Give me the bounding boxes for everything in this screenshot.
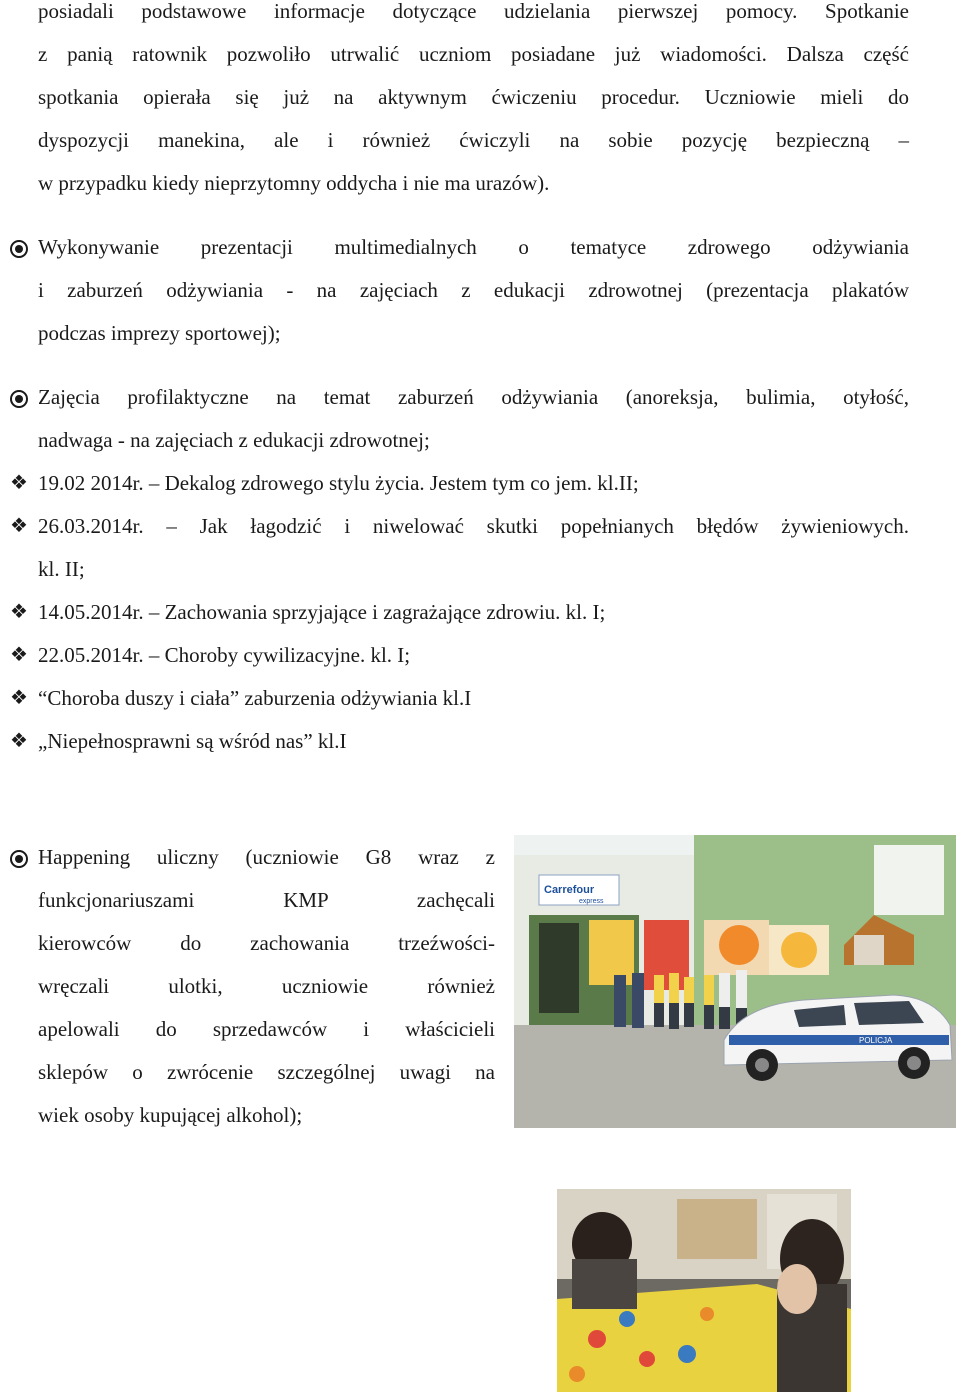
sublist-line: 22.05.2014r. – Choroby cywilizacyjne. kl. I; bbox=[38, 643, 411, 667]
radio-bullet-icon bbox=[8, 376, 30, 419]
item-line: Wykonywanie prezentacji multimedialnych o tematyce zdrowego odżywiania bbox=[38, 235, 909, 259]
radio-bullet-icon bbox=[8, 226, 30, 269]
intro-line: w przypadku kiedy nieprzytomny oddycha i nie ma urazów). bbox=[38, 171, 550, 195]
item-line: Zajęcia profilaktyczne na temat zaburzeń odżywiania (anoreksja, bulimia, otyłość, bbox=[38, 385, 909, 409]
intro-line: posiadali podstawowe informacje dotyczące udzielania pierwszej pomocy. Spotkanie bbox=[38, 0, 909, 23]
list-item-prevention-classes bbox=[38, 376, 909, 462]
diamond-bullet-icon: ❖ bbox=[10, 730, 28, 752]
photo-street-happening-image bbox=[514, 835, 956, 1128]
item-line: kierowców do zachowania trzeźwości- bbox=[38, 931, 495, 955]
item-line: podczas imprezy sportowej); bbox=[38, 321, 281, 345]
sublist-line: 26.03.2014r. – Jak łagodzić i niwelować skutki popełnianych błędów żywieniowych. bbox=[38, 514, 909, 538]
sublist-item bbox=[38, 462, 909, 505]
sublist-line: 19.02 2014r. – Dekalog zdrowego stylu życia. Jestem tym co jem. kl.II; bbox=[38, 471, 639, 495]
item-line: sklepów o zwrócenie szczególnej uwagi na bbox=[38, 1060, 495, 1084]
photo-students-workshop bbox=[557, 1189, 851, 1392]
sublist-item bbox=[38, 720, 909, 763]
sublist-line: kl. II; bbox=[38, 557, 85, 581]
diamond-bullet-icon: ❖ bbox=[10, 601, 28, 623]
item-line: funkcjonariuszami KMP zachęcali bbox=[38, 888, 495, 912]
diamond-bullet-icon: ❖ bbox=[10, 644, 28, 666]
item-line: apelowali do sprzedawców i właścicieli bbox=[38, 1017, 495, 1041]
sublist-item bbox=[38, 591, 909, 634]
diamond-bullet-icon: ❖ bbox=[10, 515, 28, 537]
photo-students-workshop-image bbox=[557, 1189, 851, 1392]
intro-line: dyspozycji manekina, ale i również ćwiczyli na sobie pozycję bezpieczną – bbox=[38, 128, 909, 152]
radio-bullet-icon bbox=[8, 836, 30, 879]
list-item-presentations bbox=[38, 226, 909, 355]
item-line: wręczali ulotki, uczniowie również bbox=[38, 974, 495, 998]
item-line: i zaburzeń odżywiania - na zajęciach z edukacji zdrowotnej (prezentacja plakatów bbox=[38, 278, 909, 302]
intro-line: spotkania opierała się już na aktywnym ćwiczeniu procedur. Uczniowie mieli do bbox=[38, 85, 909, 109]
item-line: nadwaga - na zajęciach z edukacji zdrowotnej; bbox=[38, 428, 430, 452]
police-car-label: POLICJA bbox=[859, 1036, 893, 1045]
sublist-line: „Niepełnosprawni są wśród nas” kl.I bbox=[38, 729, 347, 753]
list-item-happening bbox=[38, 836, 495, 1137]
carrefour-sign-text: Carrefour bbox=[544, 884, 595, 896]
diamond-bullet-icon: ❖ bbox=[10, 687, 28, 709]
diamond-bullet-icon: ❖ bbox=[10, 472, 28, 494]
intro-line: z panią ratownik pozwoliło utrwalić uczniom posiadane już wiadomości. Dalsza część bbox=[38, 42, 909, 66]
sublist-line: “Choroba duszy i ciała” zaburzenia odżywiania kl.I bbox=[38, 686, 472, 710]
item-line: Happening uliczny (uczniowie G8 wraz z bbox=[38, 845, 495, 869]
carrefour-sign-subtext: express bbox=[579, 898, 604, 905]
sublist-item bbox=[38, 677, 909, 720]
sublist-item bbox=[38, 634, 909, 677]
intro-paragraph bbox=[38, 0, 909, 205]
sublist-item bbox=[38, 505, 909, 591]
item-line: wiek osoby kupującej alkohol); bbox=[38, 1103, 303, 1127]
sublist-line: 14.05.2014r. – Zachowania sprzyjające i zagrażające zdrowiu. kl. I; bbox=[38, 600, 606, 624]
photo-street-happening bbox=[514, 835, 956, 1128]
